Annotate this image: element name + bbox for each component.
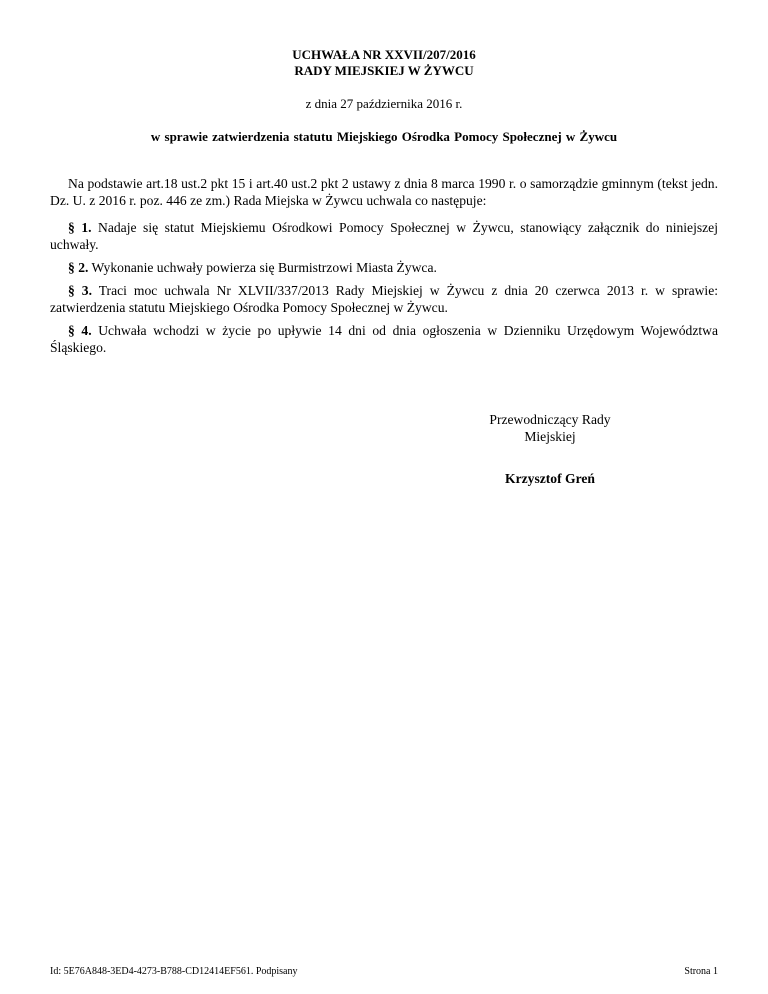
page-number: Strona 1 (684, 966, 718, 977)
title-line-2: RADY MIEJSKIEJ W ŻYWCU (294, 63, 474, 78)
section-number: § 1. (68, 220, 92, 235)
section-4 (50, 322, 718, 356)
section-text: Wykonanie uchwały powierza się Burmistrzowi Miasta Żywca. (88, 260, 437, 275)
document-id: Id: 5E76A848-3ED4-4273-B788-CD12414EF561. Podpisany (50, 966, 298, 977)
section-number: § 2. (68, 260, 89, 275)
section-number: § 3. (68, 283, 92, 298)
section-text: Uchwała wchodzi w życie po upływie 14 dni od dnia ogłoszenia w Dzienniku Urzędowym Województwa Śląskiego. (50, 323, 718, 355)
section-number: § 4. (68, 323, 92, 338)
signatory-name: Krzysztof Greń (505, 471, 595, 486)
signatory-title (470, 411, 630, 445)
section-1 (50, 219, 718, 253)
legal-basis-paragraph: Na podstawie art.18 ust.2 pkt 15 i art.40 ust.2 pkt 2 ustawy z dnia 8 marca 1990 r. o samorządzie gminnym (tekst jedn. Dz. U. z 2016 r. poz. 446 ze zm.) Rada Miejska w Żywcu uchwala co następuje: (50, 176, 718, 208)
resolution-subject: w sprawie zatwierdzenia statutu Miejskiego Ośrodka Pomocy Społecznej w Żywcu (150, 129, 618, 144)
resolution-title (0, 47, 768, 79)
section-3 (50, 282, 718, 316)
section-2 (50, 259, 718, 276)
signatory-title-line-1: Przewodniczący Rady (489, 412, 611, 427)
resolution-date: z dnia 27 października 2016 r. (305, 96, 463, 111)
signatory-title-line-2: Miejskiej (524, 429, 576, 444)
section-text: Nadaje się statut Miejskiemu Ośrodkowi Pomocy Społecznej w Żywcu, stanowiący załącznik do niniejszej uchwały. (50, 220, 718, 252)
title-line-1: UCHWAŁA NR XXVII/207/2016 (292, 47, 476, 62)
resolution-body (50, 175, 718, 362)
section-text: Traci moc uchwala Nr XLVII/337/2013 Rady Miejskiej w Żywcu z dnia 20 czerwca 2013 r. w sprawie: zatwierdzenia statutu Miejskiego Ośrodka Pomocy Społecznej w Żywcu. (50, 283, 719, 315)
